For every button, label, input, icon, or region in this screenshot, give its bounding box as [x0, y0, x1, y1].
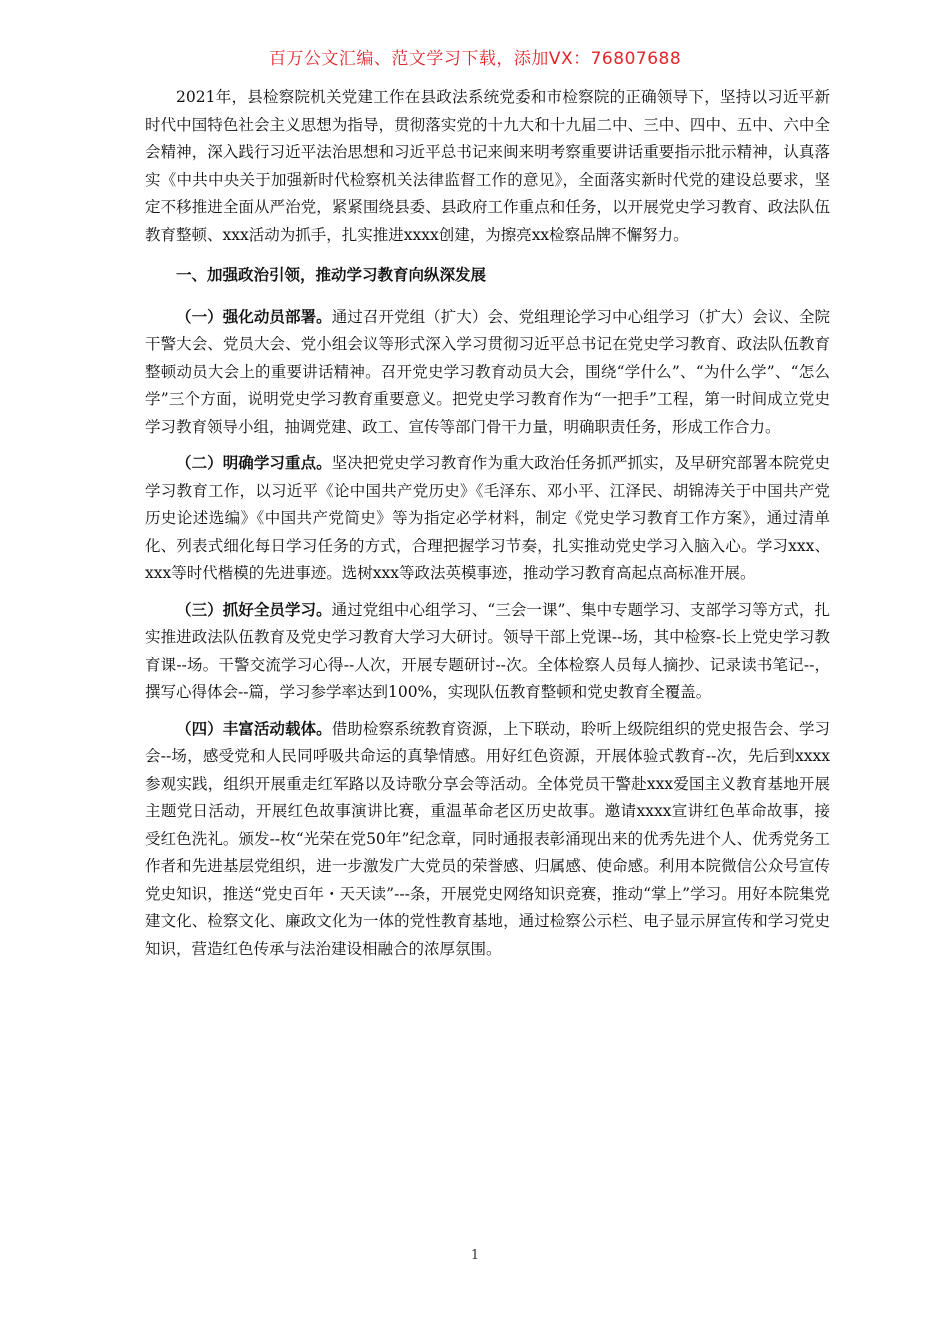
subsection-title: （一）强化动员部署。 — [176, 306, 332, 326]
subsection-title: （三）抓好全员学习。 — [176, 599, 332, 619]
intro-paragraph: 2021年，县检察院机关党建工作在县政法系统党委和市检察院的正确领导下，坚持以习近平新时代中国特色社会主义思想为指导，贯彻落实党的十九大和十九届二中、三中、四中、五中、六中全会精神，深入践行习近平法治思想和习近平总书记来闽来明考察重要讲话重要指示批示精神，认真落实《中共中央关于加强新时代检察机关法律监督工作的意见》，全面落实新时代党的建设总要求，坚定不移推进全面从严治党，紧紧围绕县委、县政府工作重点和任务，以开展党史学习教育、政法队伍教育整顿、xxx活动为抓手，扎实推进xxxx创建，为擦亮xx检察品牌不懈努力。 — [145, 88, 830, 244]
subsection-2 — [145, 449, 830, 588]
subsection-body: 借助检察系统教育资源，上下联动，聆听上级院组织的党史报告会、学习会--场，感受党和人民同呼吸共命运的真挚情感。用好红色资源，开展体验式教育--次，先后到xxxx参观实践，组织开展重走红军路以及诗歌分享会等活动。全体党员干警赴xxx爱国主义教育基地开展主题党日活动，开展红色故事演讲比赛，重温革命老区历史故事。邀请xxxx宣讲红色革命故事，接受红色洗礼。颁发--枚“光荣在党50年”纪念章，同时通报表彰涌现出来的优秀先进个人、优秀党务工作者和先进基层党组织，进一步激发广大党员的荣誉感、归属感、使命感。利用本院微信公众号宣传党史知识，推送“党史百年・天天读”---条，开展党史网络知识竞赛，推动“掌上”学习。用好本院集党建文化、检察文化、廉政文化为一体的党性教育基地，通过检察公示栏、电子显示屏宣传和学习党史知识，营造红色传承与法治建设相融合的浓厚氛围。 — [145, 719, 830, 958]
subsection-body: 通过党组中心组学习、“三会一课”、集中专题学习、支部学习等方式，扎实推进政法队伍教育及党史学习教育大学习大研讨。领导干部上党课--场，其中检察-长上党史学习教育课--场。干警交流学习心得--人次，开展专题研讨--次。全体检察人员每人摘抄、记录读书笔记--，撰写心得体会--篇，学习参学率达到100%，实现队伍教育整顿和党史教育全覆盖。 — [145, 600, 830, 701]
promo-banner: 百万公文汇编、范文学习下载，添加VX：76807688 — [268, 49, 682, 69]
page-number: 1 — [470, 1248, 480, 1263]
subsection-4 — [145, 715, 830, 964]
subsection-title: （四）丰富活动载体。 — [176, 718, 332, 738]
subsection-body: 通过召开党组（扩大）会、党组理论学习中心组学习（扩大）会议、全院干警大会、党员大会、党小组会议等形式深入学习贯彻习近平总书记在党史学习教育、政法队伍教育整顿动员大会上的重要讲话精神。召开党史学习教育动员大会，围绕“学什么”、“为什么学”、“怎么学”三个方面，说明党史学习教育重要意义。把党史学习教育作为“一把手”工程，第一时间成立党史学习教育领导小组，抽调党建、政工、宣传等部门骨干力量，明确职责任务，形成工作合力。 — [145, 307, 830, 436]
section-heading: 一、加强政治引领，推动学习教育向纵深发展 — [176, 265, 487, 284]
document-body — [145, 84, 830, 971]
subsection-body: 坚决把党史学习教育作为重大政治任务抓严抓实，及早研究部署本院党史学习教育工作，以习近平《论中国共产党历史》《毛泽东、邓小平、江泽民、胡锦涛关于中国共产党历史论述选编》《中国共产党简史》等为指定必学材料，制定《党史学习教育工作方案》，通过清单化、列表式细化每日学习任务的方式，合理把握学习节奏，扎实推动党史学习入脑入心。学习xxx、xxx等时代楷模的先进事迹。选树xxx等政法英模事迹，推动学习教育高起点高标准开展。 — [145, 454, 830, 582]
subsection-3 — [145, 596, 830, 707]
subsection-1 — [145, 303, 830, 442]
subsection-title: （二）明确学习重点。 — [176, 453, 332, 472]
